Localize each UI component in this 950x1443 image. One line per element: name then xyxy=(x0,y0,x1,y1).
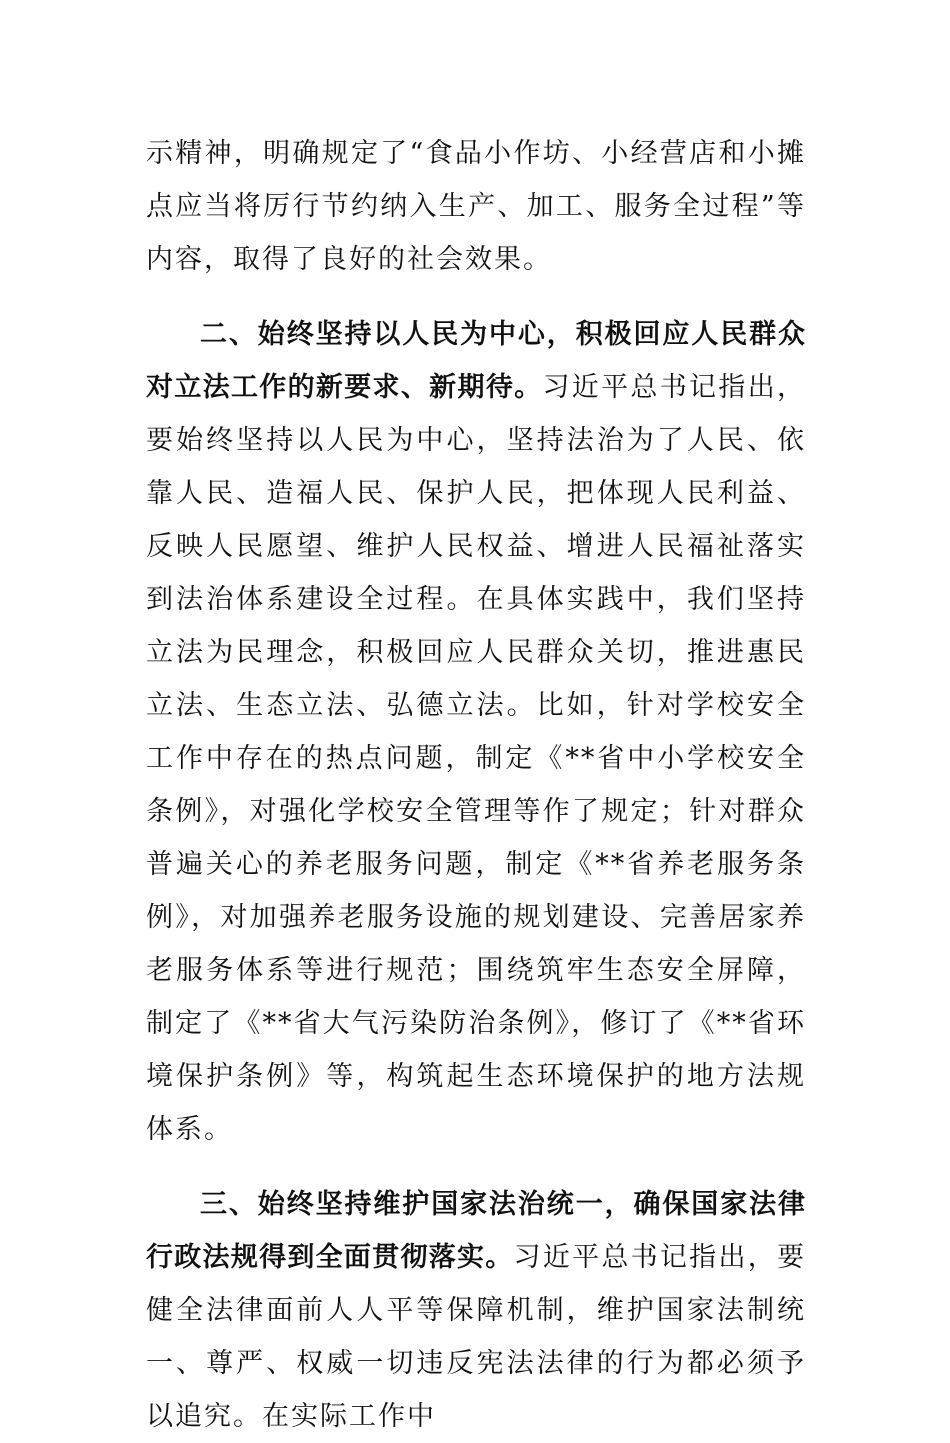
paragraph-continuation xyxy=(146,127,806,286)
document-body xyxy=(146,127,806,1443)
section-paragraph-two xyxy=(146,308,806,1156)
section-heading-three: 三、始终坚持维护国家法治统一，确保国家法律行政法规得到全面贯彻落实。 xyxy=(146,1189,806,1273)
section-body-two: 习近平总书记指出，要始终坚持以人民为中心，坚持法治为了人民、依靠人民、造福人民、保护人民，把体现人民利益、反映人民愿望、维护人民权益、增进人民福祉落实到法治体系建设全过程。在具体实践中，我们坚持立法为民理念，积极回应人民群众关切，推进惠民立法、生态立法、弘德立法。比如，针对学校安全工作中存在的热点问题，制定《**省中小学校安全条例》，对强化学校安全管理等作了规定；针对群众普遍关心的养老服务问题，制定《**省养老服务条例》，对加强养老服务设施的规划建设、完善居家养老服务体系等进行规范；围绕筑牢生态安全屏障，制定了《**省大气污染防治条例》，修订了《**省环境保护条例》等，构筑起生态环境保护的地方法规体系。 xyxy=(146,372,807,1145)
paragraph-text: 示精神，明确规定了“食品小作坊、小经营店和小摊点应当将厉行节约纳入生产、加工、服务全过程”等内容，取得了良好的社会效果。 xyxy=(146,138,806,275)
section-heading-two: 二、始终坚持以人民为中心，积极回应人民群众对立法工作的新要求、新期待。 xyxy=(146,319,806,403)
section-paragraph-three xyxy=(146,1178,806,1443)
section-body-three: 习近平总书记指出，要健全法律面前人人平等保障机制，维护国家法制统一、尊严、权威一切违反宪法法律的行为都必须予以追究。在实际工作中 xyxy=(146,1242,807,1432)
